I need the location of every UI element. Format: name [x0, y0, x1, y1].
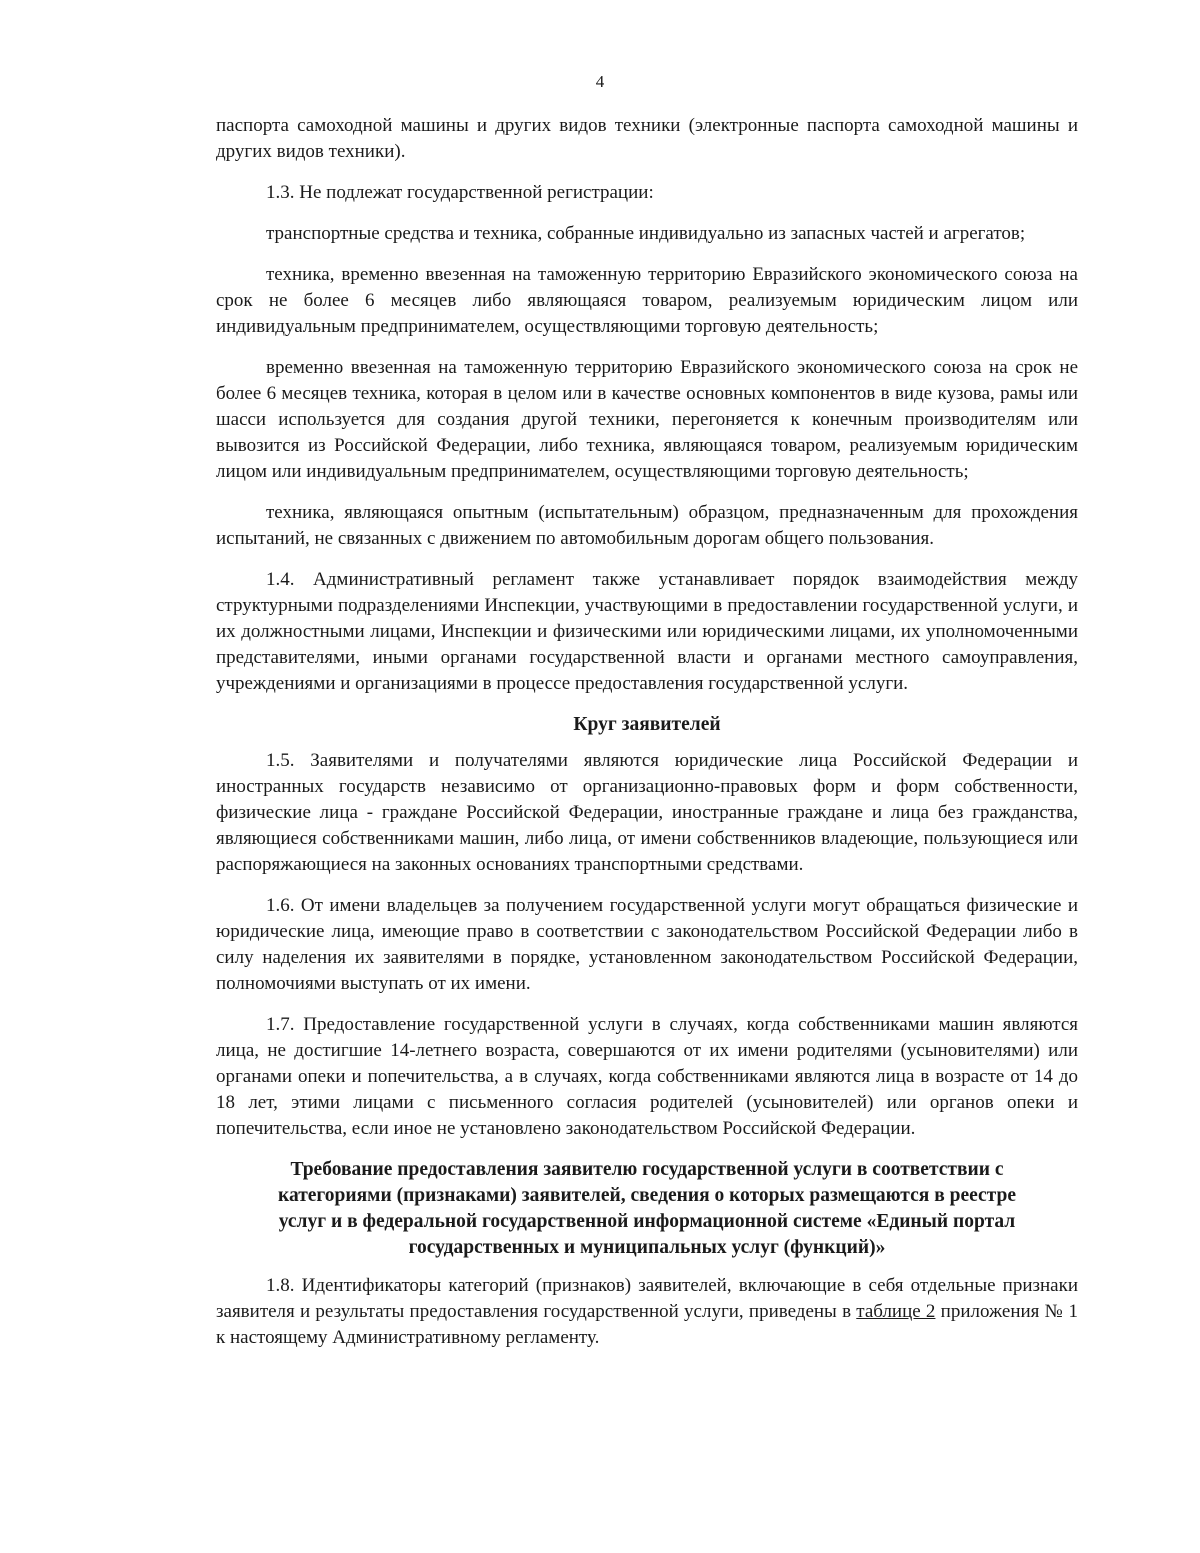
paragraph-1-3-item-3: временно ввезенная на таможенную территорию Евразийского экономического союза на срок не более 6 месяцев техника, которая в целом или в качестве основных компонентов в виде кузова, рамы или шасси используется для создания другой техники, перегоняется к конечным производителям или вывозится из Российской Федерации, либо техника, являющаяся товаром, реализуемым юридическим лицом или индивидуальным предпринимателем, осуществляющими торговую деятельность; [216, 357, 1078, 482]
heading-line: услуг и в федеральной государственной информационной системе «Единый портал [278, 1211, 1016, 1232]
paragraph-1-8-text-start: 1.8. Идентификаторы категорий (признаков) заявителей, включающие в себя отдельные признаки заявителя и результаты предоставления государственной услуги, приведены в [216, 1275, 1078, 1322]
paragraph-1-5: 1.5. Заявителями и получателями являются юридические лица Российской Федерации и иностранных государств независимо от организационно-правовых форм и форм собственности, физические лица - граждане Российской Федерации, иностранные граждане и лица без гражданства, являющиеся собственниками машин, либо лица, от имени собственников владеющие, пользующиеся или распоряжающиеся на законных основаниях транспортными средствами. [216, 750, 1078, 875]
document-body [216, 113, 1078, 1366]
paragraph-1-7: 1.7. Предоставление государственной услуги в случаях, когда собственниками машин являются лица, не достигшие 14-летнего возраста, совершаются от их имени родителями (усыновителями) или органами опеки и попечительства, а в случаях, когда собственниками являются лица в возрасте от 14 до 18 лет, этими лицами с письменного согласия родителей (усыновителей) или органов опеки и попечительства, если иное не установлено законодательством Российской Федерации. [216, 1014, 1078, 1139]
section-heading-applicants: Круг заявителей [573, 714, 721, 735]
heading-line: категориями (признаками) заявителей, сведения о которых размещаются в реестре [278, 1185, 1016, 1206]
heading-line: Требование предоставления заявителю государственной услуги в соответствии с [290, 1159, 1004, 1180]
paragraph-continuation: паспорта самоходной машины и других видов техники (электронные паспорта самоходной машины и других видов техники). [216, 115, 1078, 162]
paragraph-1-3-item-1: транспортные средства и техника, собранные индивидуально из запасных частей и агрегатов; [266, 223, 1026, 244]
table-2-reference-link[interactable]: таблице 2 [856, 1301, 936, 1322]
paragraph-1-6: 1.6. От имени владельцев за получением государственной услуги могут обращаться физические и юридические лица, имеющие право в соответствии с законодательством Российской Федерации либо в силу наделения их заявителями в порядке, установленном законодательством Российской Федерации, полномочиями выступать от их имени. [216, 895, 1078, 994]
paragraph-1-8 [216, 1273, 1078, 1351]
section-heading-requirements [216, 1157, 1078, 1261]
paragraph-1-8-text-end: приложения № 1 к настоящему Административному регламенту. [216, 1301, 1078, 1348]
paragraph-1-3-item-4: техника, являющаяся опытным (испытательным) образцом, предназначенным для прохождения испытаний, не связанных с движением по автомобильным дорогам общего пользования. [216, 502, 1078, 549]
page-number: 4 [595, 72, 605, 91]
heading-line: государственных и муниципальных услуг (функций)» [408, 1237, 886, 1258]
paragraph-1-4: 1.4. Административный регламент также устанавливает порядок взаимодействия между структурными подразделениями Инспекции, участвующими в предоставлении государственной услуги, и их должностными лицами, Инспекции и физическими или юридическими лицами, их уполномоченными представителями, иными органами государственной власти и органами местного самоуправления, учреждениями и организациями в процессе предоставления государственной услуги. [216, 569, 1078, 694]
paragraph-1-3-item-2: техника, временно ввезенная на таможенную территорию Евразийского экономического союза на срок не более 6 месяцев либо являющаяся товаром, реализуемым юридическим лицом или индивидуальным предпринимателем, осуществляющими торговую деятельность; [216, 264, 1078, 337]
paragraph-1-3: 1.3. Не подлежат государственной регистрации: [266, 182, 654, 203]
